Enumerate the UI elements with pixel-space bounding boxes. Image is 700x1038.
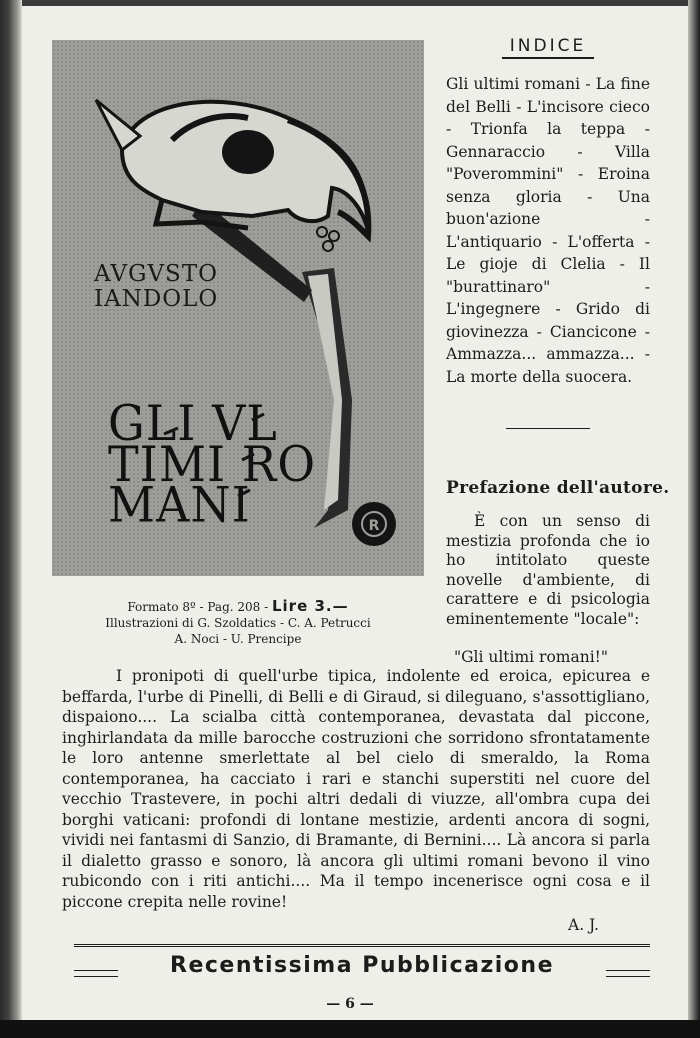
ring-3 [323, 241, 333, 251]
caption-line-2: Illustrazioni di G. Szoldatics - C. A. Petrucci [105, 616, 371, 630]
preface-body: I pronipoti di quell'urbe tipica, indolente ed eroica, epicurea e beffarda, l'urbe di Pinelli, di Belli e di Giraud, si dileguano, s'assottigliano, dispaiono.... La scialba città contemporanea, devastata dal piccone, inghirlandata da mille barocche costruzioni che sorridono sfrontatamente le loro antenne smerlettate al bel cielo di smeraldo, la Roma contemporanea, ha cacciato i rari e stanchi superstiti nel cuore del vecchio Trastevere, in pochi altri dedali di viuzze, all'ombra cupa dei borghi vaticani: profondi di lontane mestizie, ardenti ancora di sogni, vividi nei fantasmi di Sanzio, di Bramante, di Bernini.... Là ancora si parla il dialetto grasso e sonoro, là ancora gli ultimi romani bevono il vino rubicondo con i riti antichi.... Ma il tempo incenerisce ogni cosa e il piccone crepita nelle rovine! [62, 667, 650, 911]
publisher-logo-letter: R [368, 518, 380, 534]
page-top-edge [0, 0, 700, 6]
caption-line-1 [52, 598, 424, 615]
book-cover-illustration [52, 40, 424, 576]
ring-2 [329, 231, 339, 241]
eye-socket [222, 130, 274, 174]
skull-horn [96, 100, 140, 150]
index-column [446, 36, 650, 429]
footer-title: Recentissima Pubblicazione [170, 953, 554, 978]
preface-quote: "Gli ultimi romani!" [454, 648, 609, 666]
ring-1 [317, 227, 327, 237]
page-number: — 6 — [326, 996, 374, 1012]
caption-line-3: A. Noci - U. Prencipe [174, 632, 302, 646]
caption-price: Lire 3.— [271, 597, 349, 615]
caption-format: Formato 8º - Pag. 208 - [127, 600, 272, 614]
index-title: INDICE [502, 36, 594, 59]
book-spine-shadow [0, 0, 22, 1038]
cover-title: GLI VL TIMI RO MANI [108, 394, 317, 534]
index-divider [506, 428, 590, 429]
preface-intro: È con un senso di mestizia profonda che io ho intitolato queste novelle d'ambiente, di carattere e di psicologia eminentemente "locale": [446, 512, 650, 628]
page-right-edge [688, 0, 700, 1038]
footer-divider [74, 944, 650, 950]
preface-signature: A. J. [568, 916, 599, 934]
preface-title: Prefazione dell'autore. [446, 478, 670, 498]
page-bottom-edge [0, 1020, 700, 1038]
cover-author: AVGVSTO IANDOLO [94, 261, 219, 312]
index-text: Gli ultimi romani - La fine del Belli - L'incisore cieco - Trionfa la teppa - Gennaraccio - Villa "Poverommini" - Eroina senza gloria - Una buon'azione - L'antiquario - L'offerta - Le gioje di Clelia - Il "burattinaro" - L'ingegnere - Grido di giovinezza - Ciancicone - Ammazza... ammazza... - La morte della suocera. [446, 75, 650, 386]
book-caption [52, 598, 424, 647]
